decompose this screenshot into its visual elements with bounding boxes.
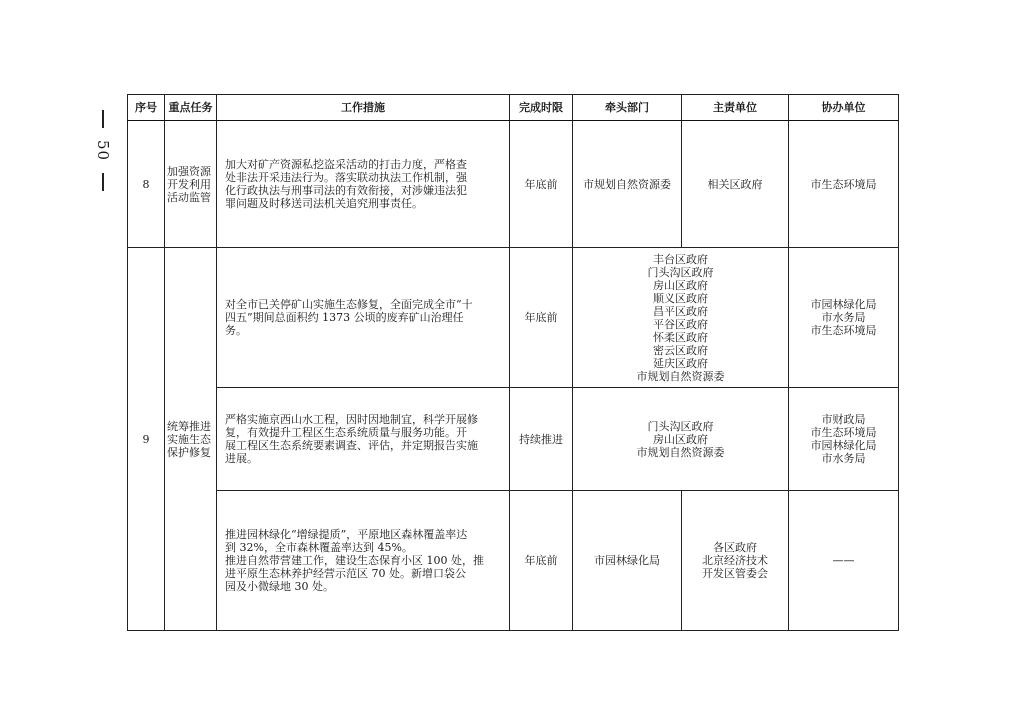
table-row bbox=[128, 248, 899, 388]
row-9a-unit: 市规划自然资源委 bbox=[636, 369, 725, 383]
row-8-measure-line: 加大对矿产资源私挖盗采活动的打击力度，严格查 bbox=[225, 158, 467, 171]
row-9c-measure-line: 到 32%，全市森林覆盖率达到 45%。 bbox=[225, 541, 413, 554]
row-9a-assist: 市水务局 bbox=[821, 311, 866, 324]
table-row bbox=[128, 491, 899, 631]
row-9b-measure-line: 严格实施京西山水工程，因时因地制宜，科学开展修 bbox=[225, 413, 478, 426]
row-9c-main-line: 北京经济技术 bbox=[702, 554, 768, 567]
row-9a-units bbox=[573, 248, 789, 388]
row-9a-unit: 顺义区政府 bbox=[653, 291, 708, 305]
row-9b-measure bbox=[217, 388, 510, 491]
row-9c-assist-unit: —— bbox=[789, 491, 899, 631]
row-9a-measure-line: 务。 bbox=[225, 324, 247, 337]
header-main-unit: 主责单位 bbox=[682, 95, 789, 121]
row-9-task-line: 保护修复 bbox=[167, 445, 211, 459]
row-8-measure-line: 化行政执法与刑事司法的有效衔接，对涉嫌违法犯 bbox=[225, 184, 467, 197]
row-9a-unit: 延庆区政府 bbox=[653, 356, 708, 370]
row-9b-unit: 市规划自然资源委 bbox=[636, 445, 725, 459]
row-9b-unit: 房山区政府 bbox=[653, 432, 708, 446]
row-8-measure-line: 罪问题及时移送司法机关追究刑事责任。 bbox=[225, 197, 423, 210]
row-9a-assist: 市生态环境局 bbox=[810, 324, 877, 337]
row-9a-unit: 昌平区政府 bbox=[653, 304, 708, 318]
row-9c-main-line: 开发区管委会 bbox=[702, 567, 768, 580]
row-9a-unit: 丰台区政府 bbox=[653, 252, 708, 266]
row-8-task-line: 开发利用 bbox=[167, 177, 211, 191]
row-9-task-line: 实施生态 bbox=[167, 432, 211, 446]
row-9c-measure-line: 推进园林绿化“增绿提质”，平原地区森林覆盖率达 bbox=[225, 528, 468, 541]
row-9b-measure-line: 进展。 bbox=[225, 452, 258, 465]
row-9b-assist-unit bbox=[789, 388, 899, 491]
header-assist-unit: 协办单位 bbox=[789, 95, 899, 121]
row-8-deadline: 年底前 bbox=[510, 121, 573, 248]
row-9b-measure-line: 复，有效提升工程区生态系统质量与服务功能。开 bbox=[225, 426, 467, 439]
row-9a-unit: 怀柔区政府 bbox=[653, 330, 708, 344]
row-9c-measure-line: 园及小微绿地 30 处。 bbox=[225, 580, 334, 593]
row-8-lead-dept: 市规划自然资源委 bbox=[573, 121, 682, 248]
row-9c-measure-line: 进平原生态林养护经营示范区 70 处。新增口袋公 bbox=[225, 567, 466, 580]
row-8-measure-line: 处非法开采违法行为。落实联动执法工作机制，强 bbox=[225, 171, 467, 184]
row-8-task bbox=[165, 121, 217, 248]
row-8-measure bbox=[217, 121, 510, 248]
page-number bbox=[92, 110, 114, 200]
row-9a-unit: 门头沟区政府 bbox=[647, 265, 714, 279]
row-9a-measure bbox=[217, 248, 510, 388]
row-9c-lead-dept: 市园林绿化局 bbox=[573, 491, 682, 631]
row-9a-assist-unit bbox=[789, 248, 899, 388]
row-9b-assist: 市园林绿化局 bbox=[810, 439, 877, 452]
row-9c-measure bbox=[217, 491, 510, 631]
row-9b-assist: 市水务局 bbox=[821, 452, 866, 465]
row-9b-unit: 门头沟区政府 bbox=[647, 419, 714, 433]
row-9-seq: 9 bbox=[128, 248, 165, 631]
row-9b-measure-line: 展工程区生态系统要素调查、评估，并定期报告实施 bbox=[225, 439, 478, 452]
row-9c-main-unit bbox=[682, 491, 789, 631]
row-8-task-line: 加强资源 bbox=[167, 164, 211, 178]
row-9a-unit: 密云区政府 bbox=[653, 343, 708, 357]
row-9a-measure-line: 四五”期间总面积约 1373 公顷的废弃矿山治理任 bbox=[225, 311, 464, 324]
task-table bbox=[127, 94, 899, 631]
row-8-main-unit: 相关区政府 bbox=[682, 121, 789, 248]
row-9c-main-line: 各区政府 bbox=[713, 541, 757, 554]
table-header-row bbox=[128, 95, 899, 121]
row-8-assist-unit: 市生态环境局 bbox=[789, 121, 899, 248]
page-number-dash-top bbox=[102, 110, 104, 128]
row-9-task-line: 统筹推进 bbox=[167, 419, 211, 433]
row-9a-unit: 平谷区政府 bbox=[653, 317, 708, 331]
row-9a-unit: 房山区政府 bbox=[653, 278, 708, 292]
table-row bbox=[128, 121, 899, 248]
row-9a-deadline: 年底前 bbox=[510, 248, 573, 388]
page-number-dash-bottom bbox=[102, 173, 104, 191]
row-9b-deadline: 持续推进 bbox=[510, 388, 573, 491]
row-8-task-line: 活动监管 bbox=[167, 190, 211, 204]
page-number-text: 50 bbox=[94, 140, 112, 162]
header-lead-dept: 牵头部门 bbox=[573, 95, 682, 121]
header-measure: 工作措施 bbox=[217, 95, 510, 121]
header-seq: 序号 bbox=[128, 95, 165, 121]
table-row bbox=[128, 388, 899, 491]
row-9c-measure-line: 推进自然带营建工作，建设生态保育小区 100 处，推 bbox=[225, 554, 484, 567]
row-9c-deadline: 年底前 bbox=[510, 491, 573, 631]
header-deadline: 完成时限 bbox=[510, 95, 573, 121]
row-9b-units bbox=[573, 388, 789, 491]
row-9b-assist: 市生态环境局 bbox=[810, 426, 877, 439]
header-task: 重点任务 bbox=[165, 95, 217, 121]
row-9a-measure-line: 对全市已关停矿山实施生态修复，全面完成全市“十 bbox=[225, 298, 473, 311]
row-9-task bbox=[165, 248, 217, 631]
row-9b-assist: 市财政局 bbox=[821, 413, 866, 426]
row-8-seq: 8 bbox=[128, 121, 165, 248]
row-9a-assist: 市园林绿化局 bbox=[810, 298, 877, 311]
